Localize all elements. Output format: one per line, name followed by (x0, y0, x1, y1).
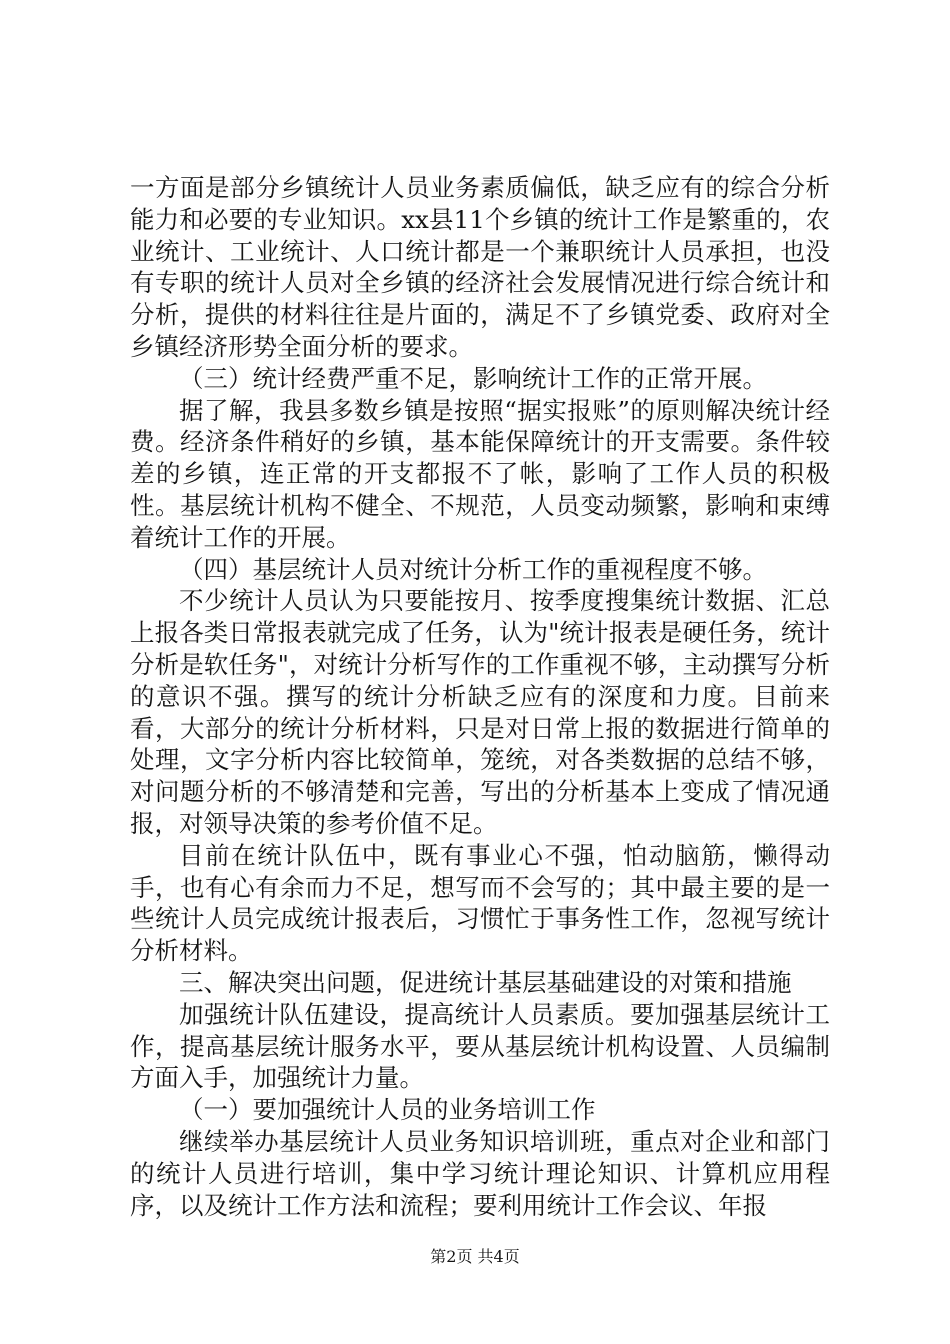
section-subheading: （四）基层统计人员对统计分析工作的重视程度不够。 (179, 554, 767, 584)
section-subheading: （一）要加强统计人员的业务培训工作 (179, 1095, 596, 1125)
body-paragraph: 一方面是部分乡镇统计人员业务素质偏低，缺乏应有的综合分析能力和必要的专业知识。xx县11个乡镇的统计工作是繁重的，农业统计、工业统计、人口统计都是一个兼职统计人员承担，也没有专职的统计人员对全乡镇的经济社会发展情况进行综合统计和分析，提供的材料往往是片面的，满足不了乡镇党委、政府对全乡镇经济形势全面分析的要求。 (130, 173, 830, 361)
section-subheading: （三）统计经费严重不足，影响统计工作的正常开展。 (179, 363, 767, 393)
body-paragraph: 加强统计队伍建设，提高统计人员素质。要加强基层统计工作，提高基层统计服务水平，要从基层统计机构设置、人员编制方面入手，加强统计力量。 (130, 999, 830, 1093)
section-heading: 三、解决突出问题，促进统计基层基础建设的对策和措施 (179, 967, 792, 997)
page-footer (0, 1247, 950, 1267)
body-paragraph: 不少统计人员认为只要能按月、按季度搜集统计数据、汇总上报各类日常报表就完成了任务，认为"统计报表是硬任务，统计分析是软任务"，对统计分析写作的工作重视不够，主动撰写分析的意识不强。撰写的统计分析缺乏应有的深度和力度。目前来看，大部分的统计分析材料，只是对日常上报的数据进行简单的处理，文字分析内容比较简单，笼统，对各类数据的总结不够，对问题分析的不够清楚和完善，写出的分析基本上变成了情况通报，对领导决策的参考价值不足。 (130, 586, 830, 838)
body-paragraph: 继续举办基层统计人员业务知识培训班，重点对企业和部门的统计人员进行培训，集中学习统计理论知识、计算机应用程序，以及统计工作方法和流程；要利用统计工作会议、年报 (130, 1126, 830, 1220)
body-paragraph: 据了解，我县多数乡镇是按照“据实报账”的原则解决统计经费。经济条件稍好的乡镇，基本能保障统计的开支需要。条件较差的乡镇，连正常的开支都报不了帐，影响了工作人员的积极性。基层统计机构不健全、不规范，人员变动频繁，影响和束缚着统计工作的开展。 (130, 395, 830, 552)
page-number: 第2页 共4页 (430, 1247, 520, 1266)
body-paragraph: 目前在统计队伍中，既有事业心不强，怕动脑筋，懒得动手，也有心有余而力不足，想写而不会写的；其中最主要的是一些统计人员完成统计报表后，习惯忙于事务性工作，忽视写统计分析材料。 (130, 840, 830, 966)
document-body (130, 172, 830, 1221)
